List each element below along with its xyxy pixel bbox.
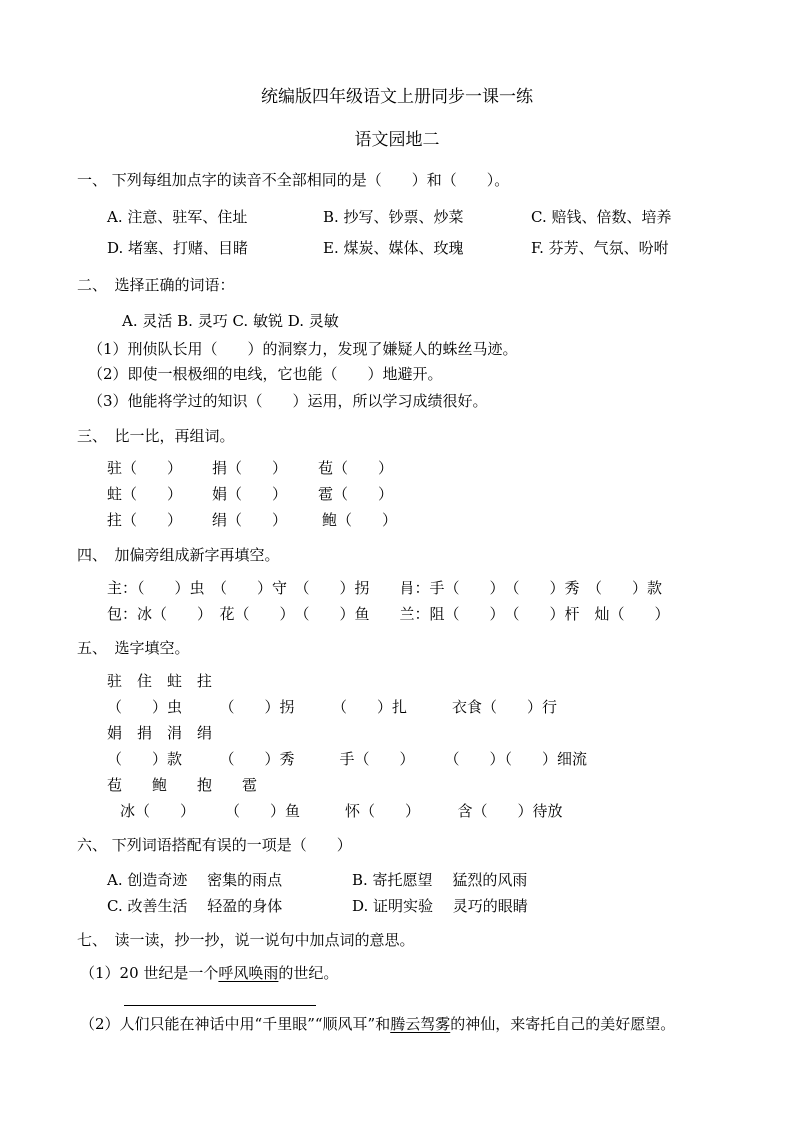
q6-option-a: A. 创造奇迹 密集的雨点: [107, 871, 283, 889]
q3-cell: 捐（ ）: [212, 459, 288, 477]
question-6-heading: 六、 下列词语搭配有误的一项是（ ）: [77, 836, 352, 854]
q6-option-d: D. 证明实验 灵巧的眼睛: [352, 897, 528, 915]
q7-s1-suffix: 的世纪。: [278, 964, 339, 982]
q7-answer-line[interactable]: [124, 1005, 316, 1006]
q5-line: 冰（ ） （ ）鱼 怀（ ） 含（ ）待放: [120, 802, 563, 820]
q5-line: 苞 鲍 抱 雹: [107, 776, 258, 794]
q1-option-b: B. 抄写、钞票、炒菜: [323, 208, 464, 226]
q2-choices: A. 灵活 B. 灵巧 C. 敏锐 D. 灵敏: [122, 312, 339, 330]
question-1-heading: 一、 下列每组加点字的读音不全部相同的是（ ）和（ ）。: [77, 171, 510, 189]
question-3-heading: 三、 比一比，再组词。: [77, 427, 235, 445]
q3-cell: 雹（ ）: [318, 485, 394, 503]
q2-item-2: （2）即使一根极细的电线，它也能（ ）地避开。: [88, 365, 443, 383]
q4-row-1: 主：（ ）虫 （ ）守 （ ）拐 肙：手（ ） （ ）秀 （ ）款: [107, 579, 663, 597]
q5-line: （ ）款 （ ）秀 手（ ） （ ）（ ）细流: [107, 750, 588, 768]
q3-cell: 蛀（ ）: [107, 485, 183, 503]
q5-line: 娟 捐 涓 绢: [107, 724, 213, 742]
q7-s2-suffix: 的神仙，来寄托自己的美好愿望。: [450, 1015, 676, 1033]
q7-s1-keyword: 呼风唤雨: [218, 964, 279, 982]
q7-sentence-2: [80, 1014, 675, 1034]
q7-sentence-1: [80, 963, 338, 983]
q7-s1-prefix: （1）20 世纪是一个: [80, 964, 219, 982]
q3-cell: 鲍（ ）: [322, 511, 398, 529]
question-5-heading: 五、 选字填空。: [77, 639, 190, 657]
q1-option-d: D. 堵塞、打赌、目睹: [107, 239, 249, 257]
q1-option-e: E. 煤炭、媒体、玫瑰: [323, 239, 464, 257]
q7-s2-prefix: （2）人们只能在神话中用“千里眼”“顺风耳”和: [80, 1015, 391, 1033]
page-subtitle: 语文园地二: [354, 130, 440, 150]
q3-cell: 拄（ ）: [107, 511, 183, 529]
q5-line: 驻 住 蛀 拄: [107, 672, 213, 690]
q3-cell: 绢（ ）: [212, 511, 288, 529]
q2-item-1: （1）刑侦队长用（ ）的洞察力，发现了嫌疑人的蛛丝马迹。: [88, 340, 518, 358]
question-7-heading: 七、 读一读，抄一抄，说一说句中加点词的意思。: [77, 931, 415, 949]
q7-s2-keyword: 腾云驾雾: [390, 1015, 451, 1033]
q5-line: （ ）虫 （ ）拐 （ ）扎 衣食（ ）行: [107, 698, 558, 716]
q1-option-c: C. 赔钱、倍数、培养: [531, 208, 672, 226]
q1-option-a: A. 注意、驻军、住址: [107, 208, 248, 226]
q1-option-f: F. 芬芳、气氛、吩咐: [531, 239, 669, 257]
question-4-heading: 四、 加偏旁组成新字再填空。: [77, 546, 280, 564]
question-2-heading: 二、 选择正确的词语：: [77, 276, 235, 294]
page-title: 统编版四年级语文上册同步一课一练: [261, 87, 533, 107]
q3-cell: 苞（ ）: [318, 459, 394, 477]
q3-cell: 驻（ ）: [107, 459, 183, 477]
q6-option-c: C. 改善生活 轻盈的身体: [107, 897, 283, 915]
q2-item-3: （3）他能将学过的知识（ ）运用，所以学习成绩很好。: [88, 392, 488, 410]
q4-row-2: 包：冰（ ） 花（ ） （ ）鱼 兰：阻（ ） （ ）杆 灿（ ）: [107, 605, 670, 623]
q6-option-b: B. 寄托愿望 猛烈的风雨: [352, 871, 528, 889]
q3-cell: 娟（ ）: [212, 485, 288, 503]
